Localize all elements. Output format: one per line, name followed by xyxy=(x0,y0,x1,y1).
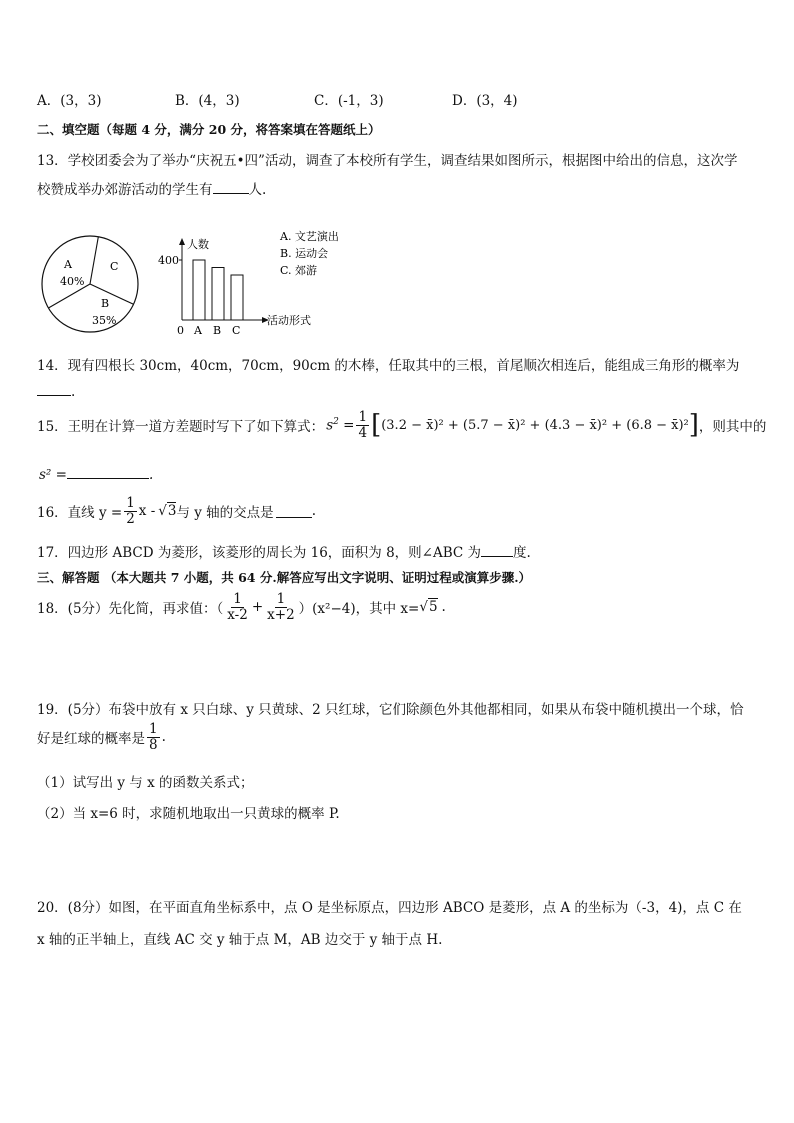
pie-label-c: C xyxy=(110,260,119,273)
q13-line2: 校赞成举办郊游活动的学生有 人. xyxy=(37,182,267,198)
q12-option-b: B．(4，3) xyxy=(175,93,240,109)
q20-line1: 20．(8分）如图，在平面直角坐标系中，点 O 是坐标原点，四边形 ABCO 是菱形，点 A 的坐标为（-3，4)，点 C 在 xyxy=(37,900,742,916)
q18-line: 18．(5分）先化简，再求值：（ $\frac{1}{x-2}$ + $\frac{1}{x+2}$ ）(x²−4)，其中 x= √5 . xyxy=(37,591,446,623)
x-tick-label-a: A xyxy=(194,324,202,337)
q12-option-a: A．(3，3) xyxy=(37,93,102,109)
pie-label-a: A xyxy=(64,258,72,271)
pie-pct-a: 40% xyxy=(60,275,85,288)
q16-line: 16．直线 y = $\frac{1}{2}$ x - √3 与 y 轴的交点是 . xyxy=(37,495,316,527)
pie-pct-b: 35% xyxy=(92,314,117,327)
bar-a xyxy=(193,260,205,320)
q12-option-d: D．(3，4) xyxy=(452,93,518,109)
legend-item-2: C. 郊游 xyxy=(280,264,318,277)
pie-divider xyxy=(90,237,98,284)
bar-b xyxy=(212,268,224,321)
y-tick-label-400: 400 xyxy=(158,254,179,267)
section3-title: 三、解答题 （本大题共 7 小题，共 64 分.解答应写出文字说明、证明过程或演算步骤.） xyxy=(37,570,532,585)
bar-c xyxy=(231,275,243,320)
legend-item-0: A. 文艺演出 xyxy=(280,230,339,243)
y-axis-arrow xyxy=(179,238,185,245)
pie-label-b: B xyxy=(101,297,110,310)
q19-sub2: （2）当 x=6 时，求随机地取出一只黄球的概率 P. xyxy=(37,806,340,822)
y-axis-label: 人数 xyxy=(187,238,209,251)
q14-text: 14．现有四根长 30cm，40cm，70cm，90cm 的木棒，任取其中的三根，首尾顺次相连后，能组成三角形的概率为 xyxy=(37,358,740,374)
q12-option-c: C．(-1，3) xyxy=(314,93,384,109)
x-tick-label-c: C xyxy=(232,324,241,337)
q14-answer-blank: . xyxy=(37,383,75,400)
q19-sub1: （1）试写出 y 与 x 的函数关系式； xyxy=(37,775,254,791)
q19-line1: 19．(5分）布袋中放有 x 只白球、y 只黄球、2 只红球，它们除颜色外其他都相同，如果从布袋中随机摸出一个球，恰 xyxy=(37,702,744,718)
q17-line: 17．四边形 ABCD 为菱形，该菱形的周长为 16，面积为 8，则∠ABC 为 度. xyxy=(37,545,531,561)
legend-item-1: B. 运动会 xyxy=(280,247,329,260)
origin-label: 0 xyxy=(177,324,184,337)
q13-figure xyxy=(40,228,360,340)
legend xyxy=(279,229,339,277)
x-tick-label-b: B xyxy=(213,324,222,337)
pie-chart xyxy=(42,236,138,332)
q15-formula: (3.2 − x̄)² + (5.7 − x̄)² + (4.3 − x̄)² + (6.8 − x̄)² xyxy=(381,417,689,433)
q15-line: 15．王明在计算一道方差题时写下了如下算式： $s^2$ = $\frac{1}{4}$ [ (3.2 − x̄)² + (5.7 − x̄)² + (4.3 − x̄)² + (6.8 − x̄)² ] ，则其中的 xyxy=(37,409,767,441)
section2-title: 二、填空题（每题 4 分，满分 20 分，将答案填在答题纸上） xyxy=(37,122,381,137)
pie-divider xyxy=(90,284,134,304)
q20-line2: x 轴的正半轴上，直线 AC 交 y 轴于点 M，AB 边交于 y 轴于点 H. xyxy=(37,932,443,948)
x-axis-label: 活动形式 xyxy=(267,314,311,327)
q15-s2-blank: s² = . xyxy=(39,467,154,483)
q13-line1: 13．学校团委会为了举办“庆祝五•四”活动，调查了本校所有学生，调查结果如图所示，根据图中给出的信息，这次学 xyxy=(37,153,738,169)
q19-line2: 好是红球的概率是 $\frac{1}{8}$ . xyxy=(37,721,166,753)
q15-fraction: $\frac{1}{4}$ xyxy=(358,409,368,441)
